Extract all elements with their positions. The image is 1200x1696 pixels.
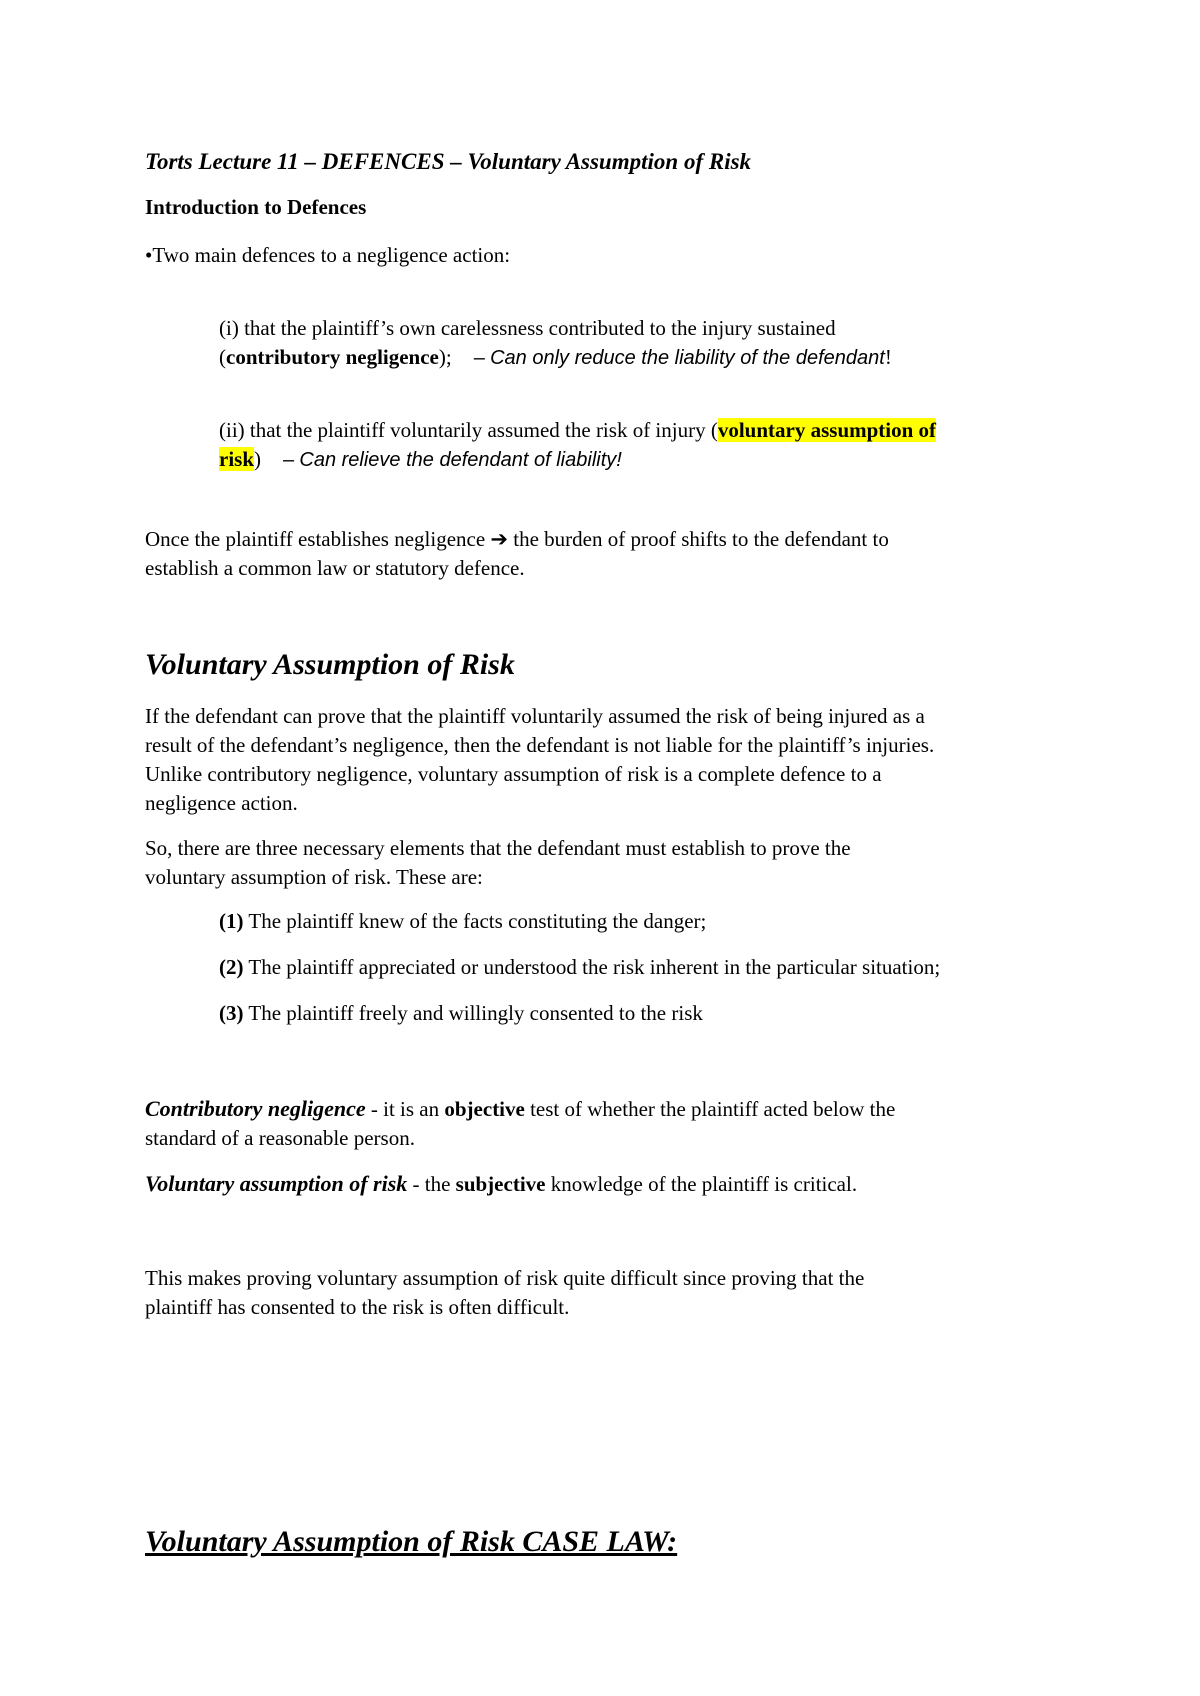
intro-bullet: •Two main defences to a negligence action: — [145, 243, 511, 267]
defence-voluntary-assumption — [145, 416, 1075, 475]
burden-of-proof-paragraph — [145, 525, 1075, 583]
conclusion-line: This makes proving voluntary assumption of risk quite difficult since proving that the — [145, 1266, 865, 1290]
defence-contributory-negligence — [145, 314, 1075, 373]
definition-line: Unlike contributory negligence, voluntary assumption of risk is a complete defence to a — [145, 762, 882, 786]
conclusion-line: plaintiff has consented to the risk is often difficult. — [145, 1295, 570, 1319]
defence1-line2 — [219, 343, 1075, 373]
section-heading-voluntary-assumption: Voluntary Assumption of Risk — [145, 648, 515, 681]
defence2-note: Can relieve the defendant of liability! — [299, 449, 622, 471]
element-item — [145, 953, 1075, 982]
voluntary-bold: subjective — [455, 1172, 546, 1196]
elements-intro-paragraph — [145, 834, 1075, 892]
defence2-close: ) — [254, 447, 262, 471]
defence2-highlight-2: risk — [219, 447, 255, 471]
contrib-term: Contributory negligence — [145, 1096, 366, 1121]
definition-line: result of the defendant’s negligence, then the defendant is not liable for the plaintiff’s injuries. — [145, 733, 935, 757]
voluntary-dash: - — [412, 1172, 420, 1196]
elements-intro-line: So, there are three necessary elements that the defendant must establish to prove the — [145, 836, 851, 860]
defence2-line2 — [219, 445, 1075, 475]
element-text: The plaintiff freely and willingly consented to the risk — [248, 1001, 703, 1025]
elements-intro-line: voluntary assumption of risk. These are: — [145, 865, 483, 889]
arrow-icon: ➔ — [490, 527, 509, 551]
defence1-line1: (i) that the plaintiff’s own carelessness contributed to the injury sustained — [219, 316, 836, 340]
element-number: (2) — [219, 955, 244, 979]
defence2-highlight-1: voluntary assumption of — [717, 418, 937, 442]
contributory-negligence-comparison — [145, 1094, 1075, 1153]
contrib-line1 — [145, 1094, 1075, 1124]
contrib-bold: objective — [444, 1097, 525, 1121]
defence1-close: ); — [438, 345, 452, 369]
defence1-term: contributory negligence — [226, 345, 439, 369]
contrib-t2: test of whether the plaintiff acted below the — [530, 1097, 896, 1121]
element-number: (1) — [219, 909, 244, 933]
definition-paragraph — [145, 702, 1075, 818]
defence1-open-paren: ( — [219, 345, 226, 369]
defence1-end: ! — [884, 345, 892, 369]
defence2-dash: – — [283, 449, 295, 471]
burden-line2: establish a common law or statutory defence. — [145, 556, 525, 580]
burden-part2: the burden of proof shifts to the defendant to — [513, 527, 889, 551]
defence2-prefix: (ii) that the plaintiff voluntarily assumed the risk of injury ( — [219, 418, 718, 442]
burden-part1: Once the plaintiff establishes negligence — [145, 527, 486, 551]
definition-line: negligence action. — [145, 791, 298, 815]
voluntary-term: Voluntary assumption of risk — [145, 1171, 408, 1196]
voluntary-t2: knowledge of the plaintiff is critical. — [550, 1172, 858, 1196]
contrib-dash: - — [370, 1097, 378, 1121]
intro-heading: Introduction to Defences — [145, 195, 367, 219]
burden-line1 — [145, 525, 1075, 554]
contrib-t1: it is an — [383, 1097, 440, 1121]
element-text: The plaintiff appreciated or understood the risk inherent in the particular situation; — [248, 955, 941, 979]
element-number: (3) — [219, 1001, 244, 1025]
document-title: Torts Lecture 11 – DEFENCES – Voluntary Assumption of Risk — [145, 149, 752, 174]
contrib-line2: standard of a reasonable person. — [145, 1126, 415, 1150]
definition-line: If the defendant can prove that the plaintiff voluntarily assumed the risk of being injured as a — [145, 704, 925, 728]
element-item — [145, 999, 1075, 1028]
conclusion-paragraph — [145, 1264, 1075, 1322]
defence1-note: Can only reduce the liability of the defendant — [490, 347, 885, 369]
section-heading-case-law: Voluntary Assumption of Risk CASE LAW: — [145, 1525, 678, 1558]
voluntary-t1: the — [424, 1172, 451, 1196]
element-item — [145, 907, 1075, 936]
voluntary-assumption-comparison — [145, 1169, 1075, 1199]
defence2-line1 — [219, 416, 1075, 445]
element-text: The plaintiff knew of the facts constituting the danger; — [248, 909, 707, 933]
defence1-dash: – — [473, 347, 485, 369]
